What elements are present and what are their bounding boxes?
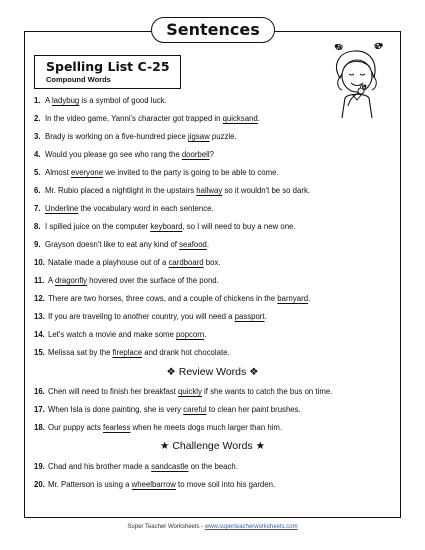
spelling-word: barnyard bbox=[277, 294, 309, 303]
sentence-2: 2. In the video game, Yanni's character got trapped in quicksand. bbox=[34, 114, 260, 123]
sentence-6: 6. Mr. Rubio placed a nightlight in the upstairs hallway so it wouldn't be so dark. bbox=[34, 186, 311, 195]
sentence-12: 12. There are two horses, three cows, and a couple of chickens in the barnyard. bbox=[34, 294, 311, 303]
spelling-word: everyone bbox=[71, 168, 104, 177]
footer bbox=[0, 524, 425, 530]
sentence-14: 14. Let's watch a movie and make some popcorn. bbox=[34, 330, 207, 339]
spelling-word: seafood bbox=[179, 240, 207, 249]
spelling-list-title: Spelling List C-25 bbox=[46, 59, 170, 74]
sentence-3: 3. Brady is working on a five-hundred piece jigsaw puzzle. bbox=[34, 132, 237, 141]
sentence-5: 5. Almost everyone we invited to the party is going to be able to come. bbox=[34, 168, 279, 177]
sentence-7: 7. Underline the vocabulary word in each sentence. bbox=[34, 204, 214, 213]
spelling-list-subtitle: Compound Words bbox=[46, 75, 111, 84]
sentence-4: 4. Would you please go see who rang the doorbell? bbox=[34, 150, 214, 159]
page-title: Sentences bbox=[151, 17, 275, 43]
spelling-word: jigsaw bbox=[188, 132, 210, 141]
spelling-word: keyboard bbox=[150, 222, 183, 231]
sentence-13: 13. If you are traveling to another country, you will need a passport. bbox=[34, 312, 267, 321]
sentence-18: 18. Our puppy acts fearless when he meets dogs much larger than him. bbox=[34, 423, 283, 432]
spelling-word: cardboard bbox=[168, 258, 204, 267]
challenge-words-heading: ★ Challenge Words ★ bbox=[159, 440, 265, 452]
spelling-word: fearless bbox=[103, 423, 131, 432]
girl-with-ladybug-illustration bbox=[318, 40, 398, 118]
ladybug-icon bbox=[360, 85, 366, 89]
footer-link[interactable]: www.superteacherworksheets.com bbox=[204, 524, 298, 530]
spelling-word: wheelbarrow bbox=[131, 480, 176, 489]
review-words-heading: ❖ Review Words ❖ bbox=[166, 366, 259, 378]
spelling-word: popcorn bbox=[176, 330, 205, 339]
sentence-10: 10. Natalie made a playhouse out of a cardboard box. bbox=[34, 258, 221, 267]
sentence-1: 1. A ladybug is a symbol of good luck. bbox=[34, 96, 167, 105]
spelling-word: fireplace bbox=[112, 348, 143, 357]
spelling-word: hallway bbox=[196, 186, 223, 195]
spelling-word: Underline bbox=[45, 204, 79, 213]
sentence-16: 16. Chen will need to finish her breakfast quickly if she wants to catch the bus on time. bbox=[34, 387, 333, 396]
footer-text: Super Teacher Worksheets - bbox=[127, 524, 205, 530]
sentence-20: 20. Mr. Patterson is using a wheelbarrow to move soil into his garden. bbox=[34, 480, 276, 489]
spelling-word: quicksand bbox=[222, 114, 258, 123]
spelling-word: doorbell bbox=[181, 150, 210, 159]
ladybug-icon bbox=[335, 44, 342, 50]
ladybug-icon bbox=[375, 43, 383, 49]
sentence-19: 19. Chad and his brother made a sandcastle on the beach. bbox=[34, 462, 238, 471]
sentence-9: 9. Grayson doesn't like to eat any kind of seafood. bbox=[34, 240, 210, 249]
spelling-list-box bbox=[34, 55, 181, 89]
spelling-word: dragonfly bbox=[54, 276, 88, 285]
spelling-word: ladybug bbox=[51, 96, 80, 105]
spelling-word: sandcastle bbox=[151, 462, 189, 471]
sentence-15: 15. Melissa sat by the fireplace and drank hot chocolate. bbox=[34, 348, 230, 357]
sentence-11: 11. A dragonfly hovered over the surface of the pond. bbox=[34, 276, 219, 285]
sentence-17: 17. When Isla is done painting, she is very careful to clean her paint brushes. bbox=[34, 405, 301, 414]
spelling-word: passport bbox=[234, 312, 265, 321]
spelling-word: careful bbox=[183, 405, 207, 414]
spelling-word: quickly bbox=[178, 387, 202, 396]
sentence-8: 8. I spilled juice on the computer keyboard, so I will need to buy a new one. bbox=[34, 222, 296, 231]
